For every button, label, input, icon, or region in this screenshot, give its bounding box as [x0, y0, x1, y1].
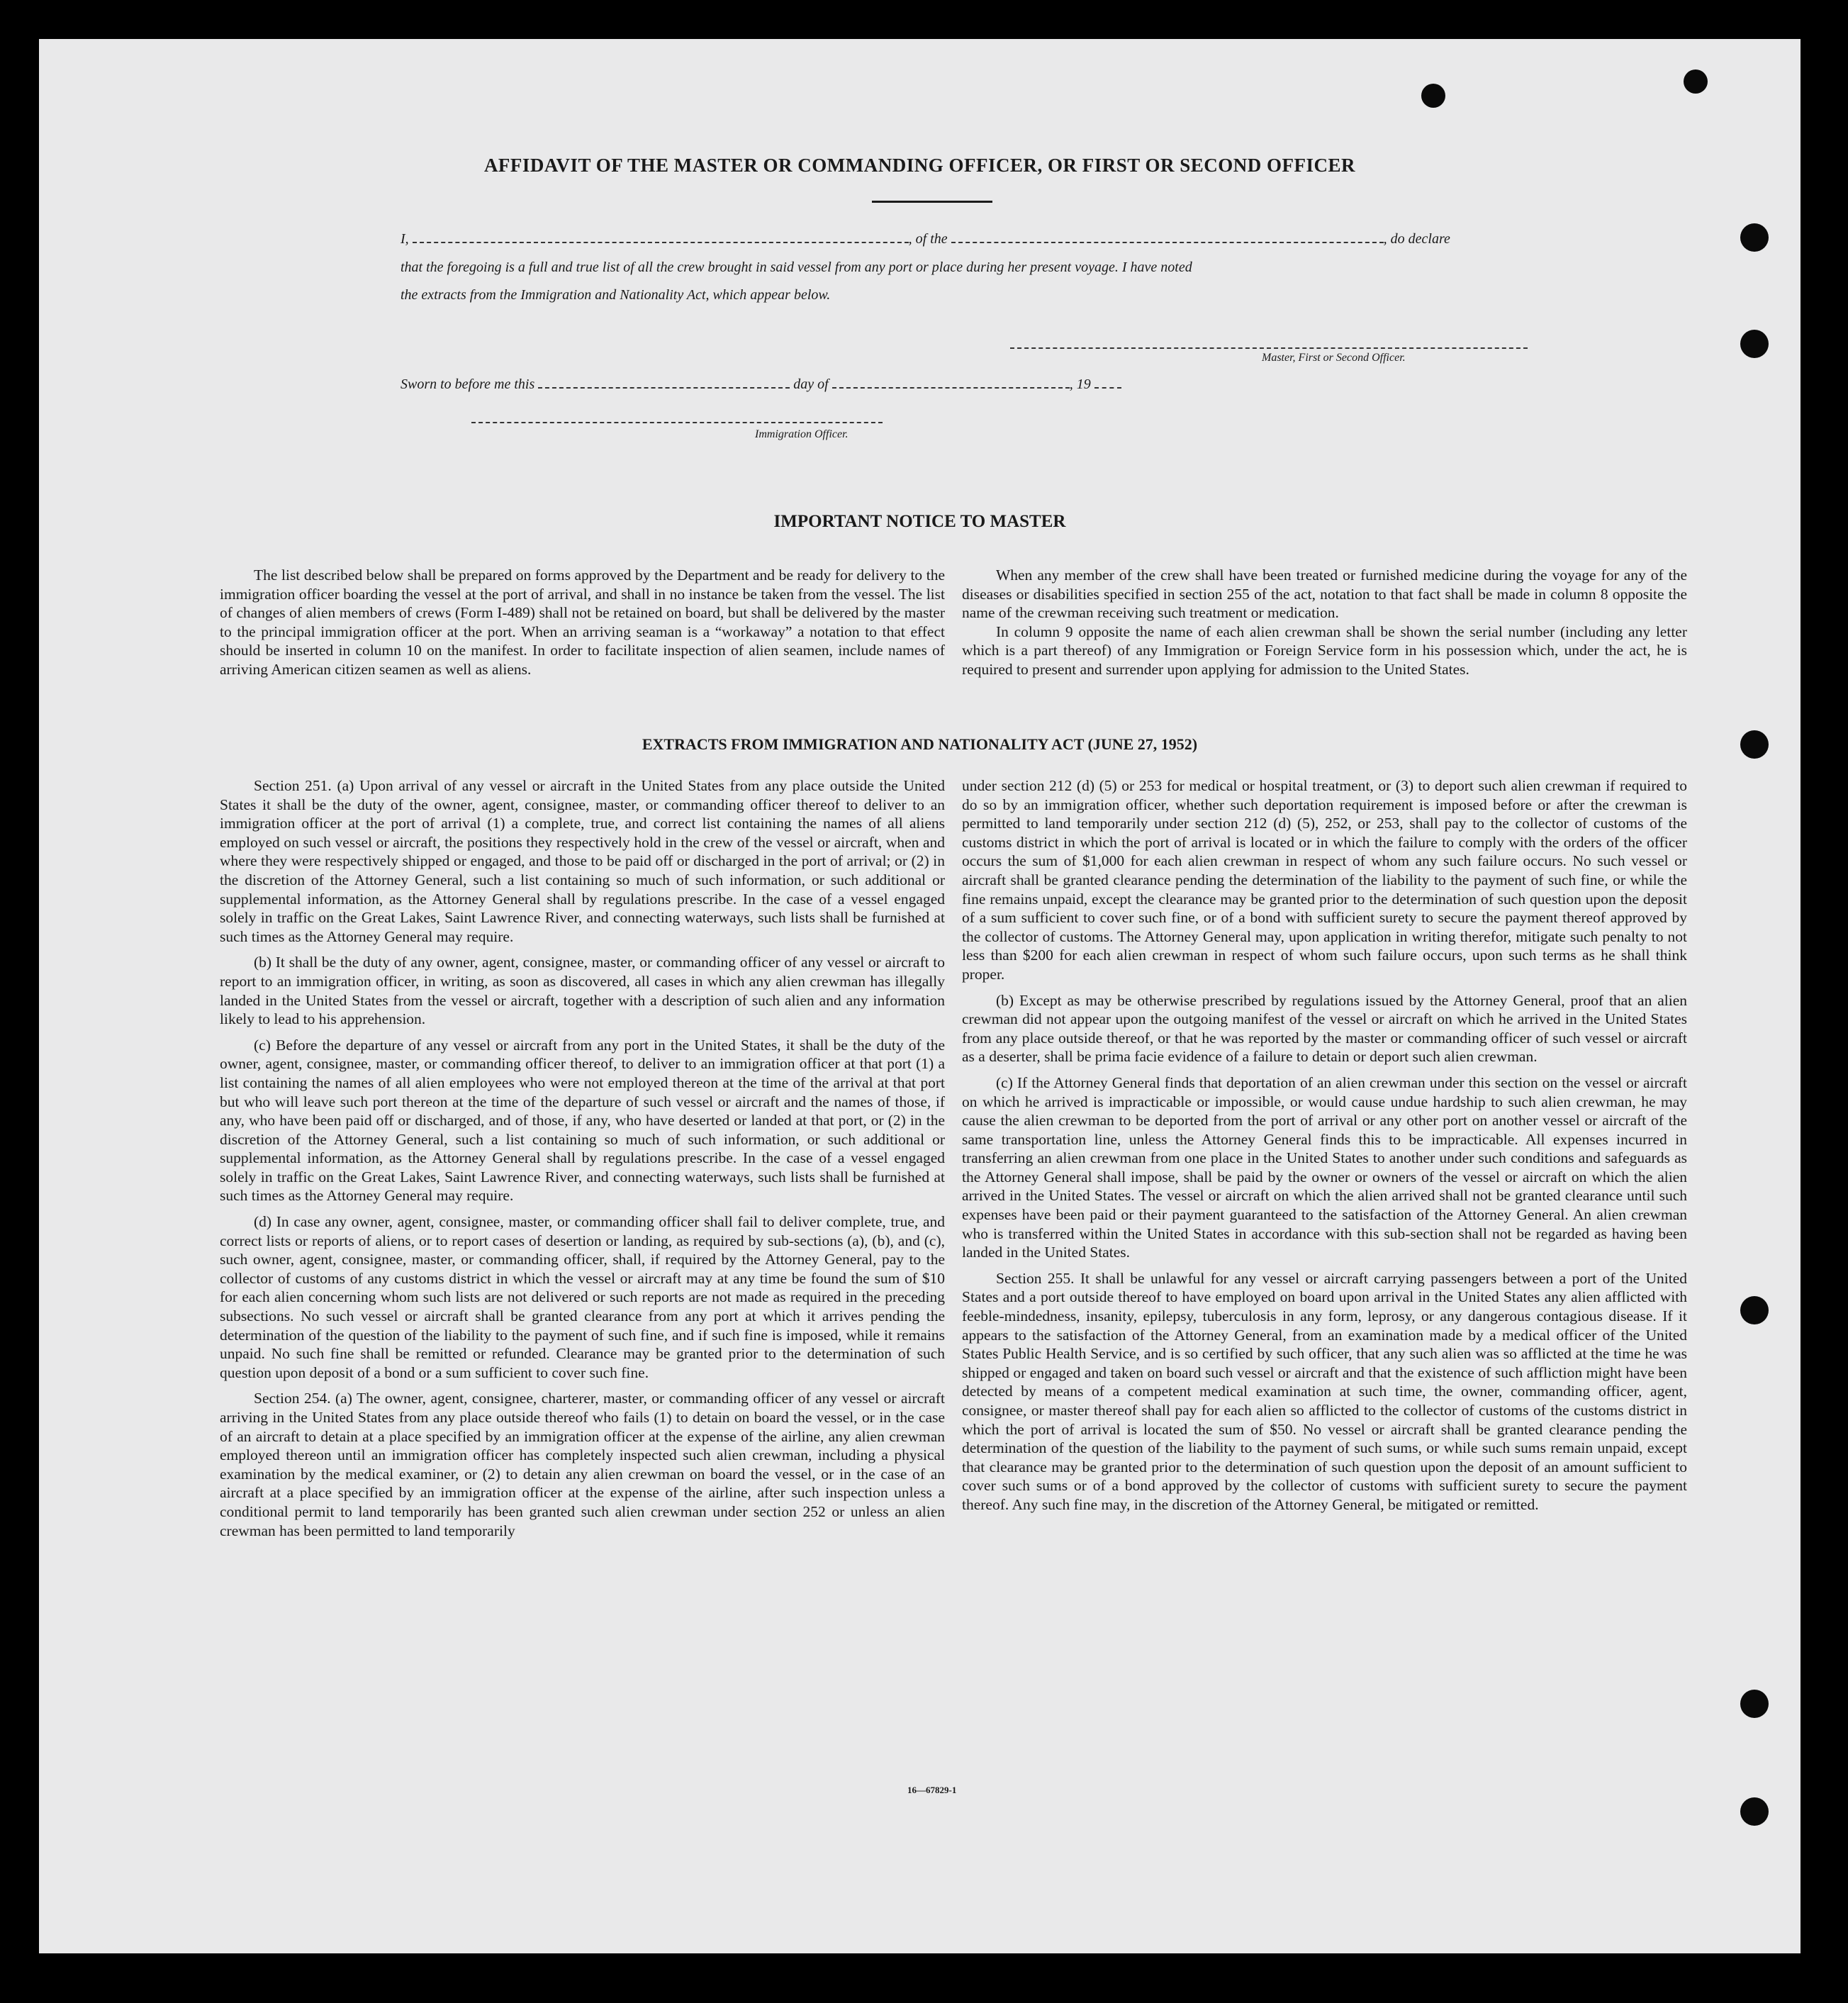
punch-hole — [1740, 223, 1769, 252]
sworn-year-field[interactable] — [1094, 376, 1121, 389]
form-page — [39, 39, 1801, 1953]
master-name-field[interactable] — [413, 230, 909, 243]
master-signature-field[interactable] — [1010, 347, 1528, 349]
section-251-c: (c) Before the departure of any vessel or aircraft from any port in the United States, it shall be the duty of the owner, agent, consignee, master, or commanding officer thereof, to deliver to an immigration officer at that port (1) a list containing the names of all alien employees who were not employed thereon at the time of the arrival at that port but who will leave such port thereon at the time of the departure of such vessel or aircraft and the names of those, if any, who have been paid off or discharged, and of those, if any, who have deserted or landed at that port, or (2) in the discretion of the Attorney General, such a list containing so much of such information, or such additional or supplemental information, as the Attorney General shall by regulations prescribe. In the case of a vessel engaged solely in traffic on the Great Lakes, Saint Lawrence River, and connecting waterways, such lists shall be furnished at such times as the Attorney General may require. — [220, 1036, 945, 1205]
sworn-line — [401, 376, 1528, 393]
officer-signature-label: Immigration Officer. — [755, 428, 849, 440]
punch-hole — [1421, 84, 1445, 108]
notice-paragraph: When any member of the crew shall have been treated or furnished medicine during the voyage for any of the diseases or disabilities specified in section 255 of the act, notation to that fact shall be made in column 8 opposite the name of the crewman receiving such treatment or medication. — [962, 567, 1687, 622]
section-254-c: (c) If the Attorney General finds that deportation of an alien crewman under this section on the vessel or aircraft on which he arrived is impracticable or impossible, or would cause undue hardship to such alien crewman, he may cause the alien crewman to be deported from the port of arrival or any other port on another vessel or aircraft of the same transportation line, unless the Attorney General finds this to be impracticable. All expenses incurred in transferring an alien crewman from one place in the United States to another under such conditions and safeguards as the Attorney General shall impose, shall be paid by the owner or owners of the vessel or aircraft on which the alien arrived in the United States. The vessel or aircraft on which the alien arrived shall not be granted clearance until such expenses have been paid or their payment guaranteed to the satisfaction of the Attorney General. An alien crewman who is transferred within the United States in accordance with this sub-section shall not be regarded as having been landed in the United States. — [962, 1073, 1687, 1261]
title-underline — [872, 201, 992, 203]
sworn-day-field[interactable] — [538, 376, 790, 389]
do-declare-label: , do declare — [1383, 231, 1450, 247]
year-label: , 19 — [1069, 376, 1091, 392]
sworn-month-field[interactable] — [832, 376, 1070, 389]
punch-hole — [1684, 69, 1708, 94]
affidavit-title: AFFIDAVIT OF THE MASTER OR COMMANDING OFFICER, OR FIRST OR SECOND OFFICER — [483, 155, 1356, 176]
punch-hole — [1740, 1797, 1769, 1826]
extracts-left-column — [220, 776, 945, 1540]
section-254-a-continued: under section 212 (d) (5) or 253 for medical or hospital treatment, or (3) to deport such alien crewman if required to do so by an immigration officer, whether such deportation requirement is imposed before or after the crewman is permitted to land temporarily under section 212 (d) (5), 252, or 253, shall pay to the collector of customs of the customs district in which the port of arrival is located or in which the failure to comply with the orders of the officer occurs the sum of $1,000 for each alien crewman in respect of whom any such failure occurs. No such vessel or aircraft shall be granted clearance pending the determination of the liability to the payment of such fine, or while the fine remains unpaid, except the clearance may be granted prior to the determination of such question upon the deposit of a sum sufficient to cover such fine, or of a bond with sufficient surety to secure the payment thereof approved by the collector of customs. The Attorney General may, upon application in writing therefor, mitigate such penalty to not less than $200 for each alien crewman in respect of whom such failure occurs, upon such terms as he shall think proper. — [962, 777, 1687, 983]
section-251-d: (d) In case any owner, agent, consignee, master, or commanding officer shall fail to deliver complete, true, and correct lists or reports of aliens, or to report cases of desertion or landing, as required by sub-sections (a), (b), and (c), such owner, agent, consignee, master, or commanding officer, shall, if required by the Attorney General, pay to the collector of customs of any customs district in which the vessel or aircraft may at any time be found the sum of $10 for each alien concerning whom such lists are not delivered or such reports are not made as required in the preceding subsections. No such vessel or aircraft shall be granted clearance from any port at which it arrives pending the determination of the question of the liability to the payment of such fine, and if such fine is imposed, while it remains unpaid. No such fine shall be remitted or refunded. Clearance may be granted prior to the determination of such question upon deposit of a bond or a sum sufficient to cover such fine. — [220, 1213, 945, 1381]
punch-hole — [1740, 1690, 1769, 1718]
section-251-a: Section 251. (a) Upon arrival of any vessel or aircraft in the United States from any place outside the United States it shall be the duty of the owner, agent, consignee, master, or commanding officer thereof to deliver to an immigration officer at the port of arrival (1) a complete, true, and correct list containing the names of all aliens employed on such vessel or aircraft, the positions they respectively hold in the crew of the vessel or aircraft, when and where they were respectively shipped or engaged, and those to be paid off or discharged in the port of arrival; or (2) in the discretion of the Attorney General, such a list containing so much of such information, or such additional or supplemental information, as the Attorney General shall by regulations prescribe. In the case of a vessel engaged solely in traffic on the Great Lakes, Saint Lawrence River, and connecting waterways, such lists shall be furnished at such times as the Attorney General may require. — [220, 777, 945, 945]
vessel-name-field[interactable] — [951, 230, 1384, 243]
punch-hole — [1740, 1296, 1769, 1324]
notice-paragraph: In column 9 opposite the name of each alien crewman shall be shown the serial number (including any letter which is a part thereof) of any Immigration or Foreign Service form in his possession which, under the act, he is required to present and surrender upon applying for admission to the United States. — [962, 623, 1687, 678]
declaration-line-2: that the foregoing is a full and true list of all the crew brought in said vessel from any port or place during her present voyage. I have noted — [401, 260, 1192, 275]
declaration-line-1 — [401, 230, 1528, 247]
day-of-label: day of — [793, 376, 829, 392]
notice-paragraph: The list described below shall be prepared on forms approved by the Department and be ready for delivery to the immigration officer boarding the vessel at the port of arrival, and shall in no instance be taken from the vessel. The list of changes of alien members of crews (Form I-489) shall not be retained on board, but shall be delivered by the master to the principal immigration officer at the port. When an arriving seaman is a “workaway” a notation to that effect should be inserted in column 10 on the manifest. In order to facilitate inspection of alien seamen, include names of arriving American citizen seamen as well as aliens. — [220, 567, 945, 678]
form-code: 16—67829-1 — [907, 1785, 957, 1795]
notice-left-column — [220, 566, 945, 679]
declaration-line-3: the extracts from the Immigration and Nationality Act, which appear below. — [401, 287, 831, 303]
punch-hole — [1740, 330, 1769, 358]
section-254-a: Section 254. (a) The owner, agent, consignee, charterer, master, or commanding officer of any vessel or aircraft arriving in the United States from any place outside thereof who fails (1) to detain on board the vessel, or in the case of an aircraft to detain at a place specified by an immigration officer at the expense of the airline, any alien crewman employed thereon until an immigration officer has completely inspected such alien crewman, including a physical examination by the medical examiner, or (2) to detain any alien crewman on board the vessel, or in the case of an aircraft at a place specified by an immigration officer at the expense of the airline, after such inspection unless a conditional permit to land temporarily has been granted such alien crewman under section 252 or unless an alien crewman has been permitted to land temporarily — [220, 1390, 945, 1539]
section-251-b: (b) It shall be the duty of any owner, agent, consignee, master, or commanding officer of any vessel or aircraft to report to an immigration officer, in writing, as soon as discovered, all cases in which any alien crewman has illegally landed in the United States from the vessel or aircraft, together with a description of such alien and any information likely to lead to his apprehension. — [220, 954, 945, 1028]
extracts-right-column — [962, 776, 1687, 1514]
notice-heading: IMPORTANT NOTICE TO MASTER — [773, 512, 1066, 531]
master-signature-label: Master, First or Second Officer. — [1262, 352, 1406, 364]
section-255: Section 255. It shall be unlawful for any vessel or aircraft carrying passengers between a port of the United States and a port outside thereof to have employed on board upon arrival in the United States any alien afflicted with feeble-mindedness, insanity, epilepsy, tuberculosis in any form, leprosy, or any dangerous contagious disease. If it appears to the satisfaction of the Attorney General, from an examination made by a medical officer of the United States Public Health Service, and is so certified by such officer, that any such alien was so afflicted at the time he was shipped or engaged and taken on board such vessel or aircraft and that the existence of such affliction might have been detected by means of a competent medical examination at such time, the owner, commanding officer, agent, consignee, or master thereof shall pay for each alien so afflicted to the collector of customs of the customs district in which the port of arrival is located the sum of $50. No vessel or aircraft shall be granted clearance pending the determination of the question of the liability to the payment of such sums, or while such sums remain unpaid, except that clearance may be granted prior to the determination of such question upon the deposit of an amount sufficient to cover such sums or of a bond approved by the collector of customs with sufficient surety to secure the payment thereof. Any such fine may, in the discretion of the Attorney General, be mitigated or remitted. — [962, 1269, 1687, 1513]
i-label: I, — [401, 231, 409, 247]
of-the-label: , of the — [908, 231, 948, 247]
sworn-label: Sworn to before me this — [401, 376, 535, 392]
notice-right-column — [962, 566, 1687, 679]
extracts-heading: EXTRACTS FROM IMMIGRATION AND NATIONALITY ACT (JUNE 27, 1952) — [642, 735, 1198, 753]
section-254-b: (b) Except as may be otherwise prescribed by regulations issued by the Attorney General, proof that an alien crewman did not appear upon the outgoing manifest of the vessel or aircraft on which he arrived in the United States from any place outside thereof, or that he was reported by the master or commanding officer of such vessel or aircraft as a deserter, shall be prima facie evidence of a failure to detain or deport such alien crewman. — [962, 991, 1687, 1066]
officer-signature-field[interactable] — [471, 422, 883, 423]
